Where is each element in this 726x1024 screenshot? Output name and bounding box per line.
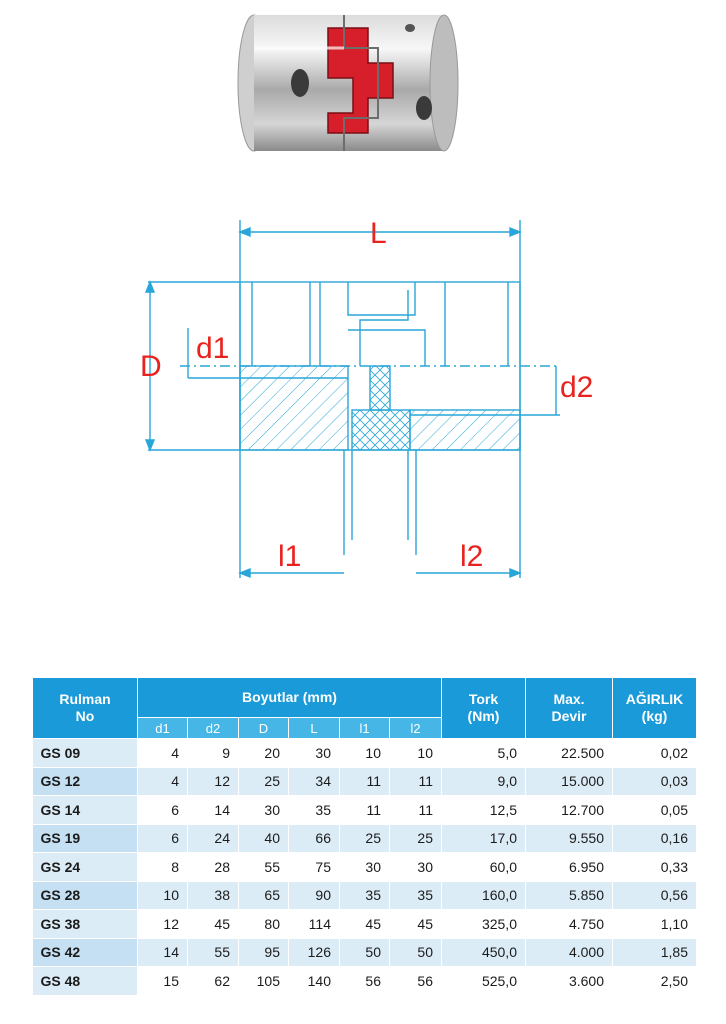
header-torque: Tork (Nm) <box>442 678 526 739</box>
value-cell: 10 <box>340 739 390 768</box>
technical-drawing <box>120 210 620 590</box>
value-cell: 12.700 <box>526 796 613 825</box>
value-cell: 15 <box>138 967 188 996</box>
value-cell: 35 <box>390 881 442 910</box>
label-l1: l1 <box>278 540 302 573</box>
value-cell: 12,5 <box>442 796 526 825</box>
value-cell: 20 <box>239 739 289 768</box>
value-cell: 325,0 <box>442 910 526 939</box>
value-cell: 11 <box>390 796 442 825</box>
value-cell: 14 <box>138 938 188 967</box>
table-row <box>33 967 697 996</box>
value-cell: 90 <box>289 881 340 910</box>
value-cell: 0,02 <box>613 739 697 768</box>
value-cell: 45 <box>188 910 239 939</box>
value-cell: 12 <box>188 767 239 796</box>
value-cell: 28 <box>188 853 239 882</box>
value-cell: 80 <box>239 910 289 939</box>
value-cell: 56 <box>390 967 442 996</box>
value-cell: 5,0 <box>442 739 526 768</box>
label-D: D <box>140 350 162 383</box>
table-row <box>33 824 697 853</box>
value-cell: 30 <box>239 796 289 825</box>
value-cell: 0,03 <box>613 767 697 796</box>
value-cell: 66 <box>289 824 340 853</box>
subheader-D: D <box>239 718 289 739</box>
subheader-l1: l1 <box>340 718 390 739</box>
value-cell: 140 <box>289 967 340 996</box>
table-row <box>33 938 697 967</box>
value-cell: 62 <box>188 967 239 996</box>
value-cell: 1,85 <box>613 938 697 967</box>
subheader-d1: d1 <box>138 718 188 739</box>
value-cell: 0,33 <box>613 853 697 882</box>
table-row <box>33 910 697 939</box>
value-cell: 30 <box>390 853 442 882</box>
header-dimensions: Boyutlar (mm) <box>138 678 442 718</box>
value-cell: 10 <box>138 881 188 910</box>
value-cell: 6 <box>138 796 188 825</box>
model-cell: GS 48 <box>33 967 138 996</box>
model-cell: GS 24 <box>33 853 138 882</box>
table-row <box>33 767 697 796</box>
value-cell: 15.000 <box>526 767 613 796</box>
value-cell: 0,05 <box>613 796 697 825</box>
value-cell: 30 <box>340 853 390 882</box>
value-cell: 24 <box>188 824 239 853</box>
value-cell: 6.950 <box>526 853 613 882</box>
value-cell: 35 <box>289 796 340 825</box>
model-cell: GS 19 <box>33 824 138 853</box>
value-cell: 45 <box>340 910 390 939</box>
table-row <box>33 853 697 882</box>
value-cell: 11 <box>340 767 390 796</box>
table-row <box>33 739 697 768</box>
subheader-L: L <box>289 718 340 739</box>
value-cell: 75 <box>289 853 340 882</box>
value-cell: 14 <box>188 796 239 825</box>
value-cell: 105 <box>239 967 289 996</box>
value-cell: 1,10 <box>613 910 697 939</box>
subheader-d2: d2 <box>188 718 239 739</box>
value-cell: 126 <box>289 938 340 967</box>
label-L: L <box>370 217 387 250</box>
value-cell: 30 <box>289 739 340 768</box>
value-cell: 11 <box>340 796 390 825</box>
header-weight: AĞIRLIK (kg) <box>613 678 697 739</box>
value-cell: 60,0 <box>442 853 526 882</box>
value-cell: 525,0 <box>442 967 526 996</box>
header-model: Rulman No <box>33 678 138 739</box>
value-cell: 10 <box>390 739 442 768</box>
value-cell: 9.550 <box>526 824 613 853</box>
value-cell: 25 <box>239 767 289 796</box>
label-l2: l2 <box>460 540 484 573</box>
value-cell: 25 <box>340 824 390 853</box>
value-cell: 35 <box>340 881 390 910</box>
subheader-l2: l2 <box>390 718 442 739</box>
label-d2: d2 <box>560 371 594 404</box>
value-cell: 4 <box>138 767 188 796</box>
value-cell: 17,0 <box>442 824 526 853</box>
value-cell: 8 <box>138 853 188 882</box>
value-cell: 12 <box>138 910 188 939</box>
specification-table <box>32 677 697 996</box>
value-cell: 38 <box>188 881 239 910</box>
value-cell: 11 <box>390 767 442 796</box>
value-cell: 0,56 <box>613 881 697 910</box>
label-d1: d1 <box>196 332 230 365</box>
value-cell: 0,16 <box>613 824 697 853</box>
value-cell: 56 <box>340 967 390 996</box>
value-cell: 34 <box>289 767 340 796</box>
value-cell: 95 <box>239 938 289 967</box>
value-cell: 2,50 <box>613 967 697 996</box>
value-cell: 160,0 <box>442 881 526 910</box>
value-cell: 4.000 <box>526 938 613 967</box>
model-cell: GS 14 <box>33 796 138 825</box>
model-cell: GS 09 <box>33 739 138 768</box>
value-cell: 40 <box>239 824 289 853</box>
table-body <box>33 739 697 996</box>
table-row <box>33 796 697 825</box>
value-cell: 50 <box>390 938 442 967</box>
model-cell: GS 28 <box>33 881 138 910</box>
value-cell: 114 <box>289 910 340 939</box>
value-cell: 45 <box>390 910 442 939</box>
value-cell: 22.500 <box>526 739 613 768</box>
value-cell: 50 <box>340 938 390 967</box>
value-cell: 450,0 <box>442 938 526 967</box>
value-cell: 5.850 <box>526 881 613 910</box>
value-cell: 55 <box>188 938 239 967</box>
value-cell: 55 <box>239 853 289 882</box>
model-cell: GS 12 <box>33 767 138 796</box>
value-cell: 4 <box>138 739 188 768</box>
header-speed: Max. Devir <box>526 678 613 739</box>
value-cell: 9,0 <box>442 767 526 796</box>
value-cell: 65 <box>239 881 289 910</box>
value-cell: 25 <box>390 824 442 853</box>
value-cell: 3.600 <box>526 967 613 996</box>
model-cell: GS 42 <box>33 938 138 967</box>
coupling-photo <box>228 8 478 158</box>
value-cell: 9 <box>188 739 239 768</box>
value-cell: 6 <box>138 824 188 853</box>
value-cell: 4.750 <box>526 910 613 939</box>
table-row <box>33 881 697 910</box>
model-cell: GS 38 <box>33 910 138 939</box>
